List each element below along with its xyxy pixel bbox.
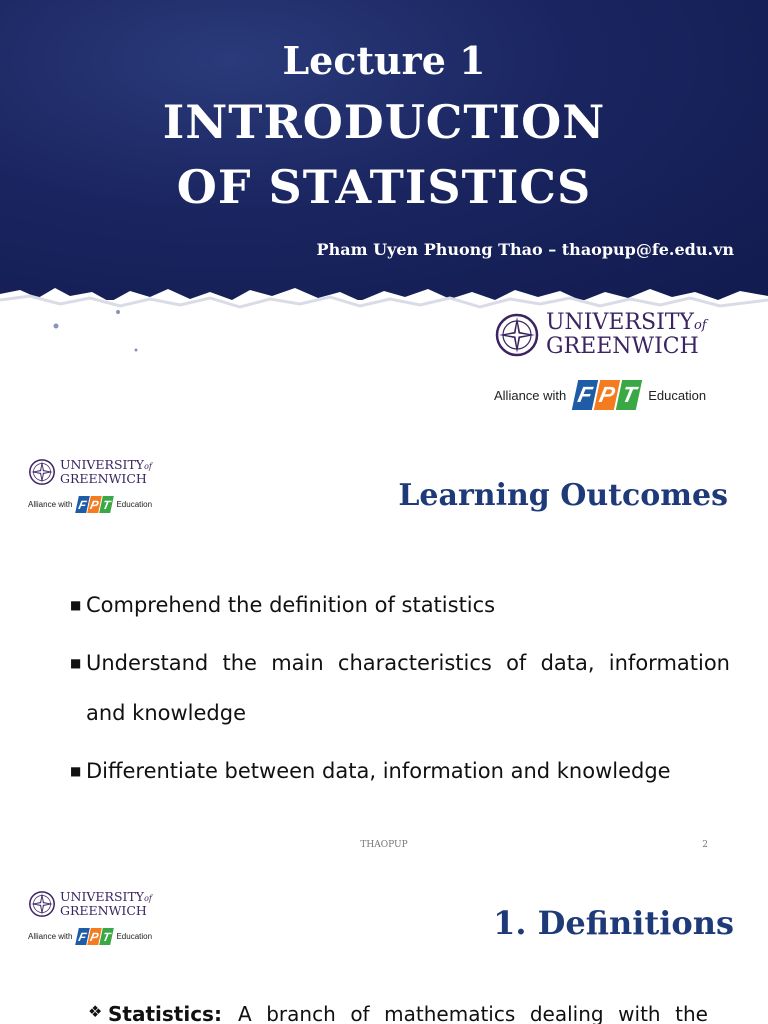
education-label: Education (648, 387, 707, 403)
square-bullet-icon: ■ (70, 656, 82, 670)
slide-title-line2: OF STATISTICS (176, 160, 592, 214)
education-label: Education (116, 932, 153, 941)
definition-line (88, 1002, 708, 1024)
fpt-letter-p: P (88, 929, 100, 944)
fpt-letter-p: P (88, 497, 100, 512)
fpt-letter-f: F (572, 380, 598, 410)
fpt-letter-f: F (75, 928, 90, 945)
greenwich-logo (28, 890, 152, 918)
alliance-row (28, 496, 152, 513)
learning-outcomes-slide (0, 432, 768, 864)
greenwich-logo (494, 312, 707, 358)
list-item (70, 580, 730, 630)
definition-word: the (675, 1002, 708, 1024)
list-item-text: Differentiate between data, information and knowledge (86, 759, 671, 783)
of-word: of (144, 894, 152, 903)
fpt-letter-t: T (99, 928, 114, 945)
list-item (70, 746, 730, 796)
compass-rose-icon (28, 458, 56, 486)
greenwich-word: GREENWICH (546, 334, 699, 359)
university-word: UNIVERSITY (546, 310, 694, 335)
definition-word: dealing (529, 1002, 604, 1024)
alliance-row (494, 380, 707, 410)
greenwich-logo (28, 458, 152, 486)
fpt-letter-p: P (594, 380, 620, 410)
definition-text (238, 1002, 708, 1024)
title-slide (0, 0, 768, 432)
education-label: Education (116, 500, 153, 509)
alliance-label: Alliance with (28, 500, 73, 509)
square-bullet-icon: ■ (70, 598, 82, 612)
greenwich-word: GREENWICH (60, 470, 147, 486)
definition-word: with (618, 1002, 661, 1024)
greenwich-fpt-logo (28, 458, 152, 513)
definition-word: branch (266, 1002, 336, 1024)
list-item-text: Comprehend the definition of statistics (86, 593, 496, 617)
fpt-letter-t: T (616, 380, 642, 410)
greenwich-fpt-logo (494, 312, 707, 410)
alliance-label: Alliance with (28, 932, 73, 941)
definitions-slide (0, 864, 768, 1024)
definition-word: A (237, 1002, 252, 1024)
slide-title-line1: INTRODUCTION (162, 95, 606, 149)
university-word: UNIVERSITY (60, 889, 145, 904)
slide-footer: THAOPUP (360, 840, 408, 850)
of-word: of (693, 318, 707, 333)
of-word: of (144, 462, 152, 471)
outcomes-list (70, 580, 730, 796)
slide-heading: Learning Outcomes (398, 478, 728, 513)
square-bullet-icon: ■ (70, 764, 82, 778)
slide-heading: 1. Definitions (493, 904, 734, 942)
list-item (70, 638, 730, 738)
page-number: 2 (702, 840, 708, 850)
alliance-row (28, 928, 152, 945)
greenwich-fpt-logo (28, 890, 152, 945)
fpt-letter-t: T (99, 496, 114, 513)
definition-word: of (350, 1002, 370, 1024)
university-word: UNIVERSITY (60, 457, 145, 472)
fpt-letter-f: F (75, 496, 90, 513)
lecture-number: Lecture 1 (282, 38, 486, 83)
fpt-logo (76, 496, 112, 513)
fpt-logo (76, 928, 112, 945)
greenwich-word: GREENWICH (60, 902, 147, 918)
fpt-logo (574, 380, 640, 410)
diamond-bullet-icon: ❖ (88, 1002, 103, 1021)
author-contact: Pham Uyen Phuong Thao – thaopup@fe.edu.vn (316, 240, 734, 259)
definition-term: Statistics: (108, 1002, 222, 1024)
alliance-label: Alliance with (494, 387, 567, 403)
compass-rose-icon (28, 890, 56, 918)
list-item-text: Understand the main characteristics of data, information and knowledge (86, 651, 730, 725)
compass-rose-icon (494, 312, 540, 358)
definition-word: mathematics (384, 1002, 516, 1024)
